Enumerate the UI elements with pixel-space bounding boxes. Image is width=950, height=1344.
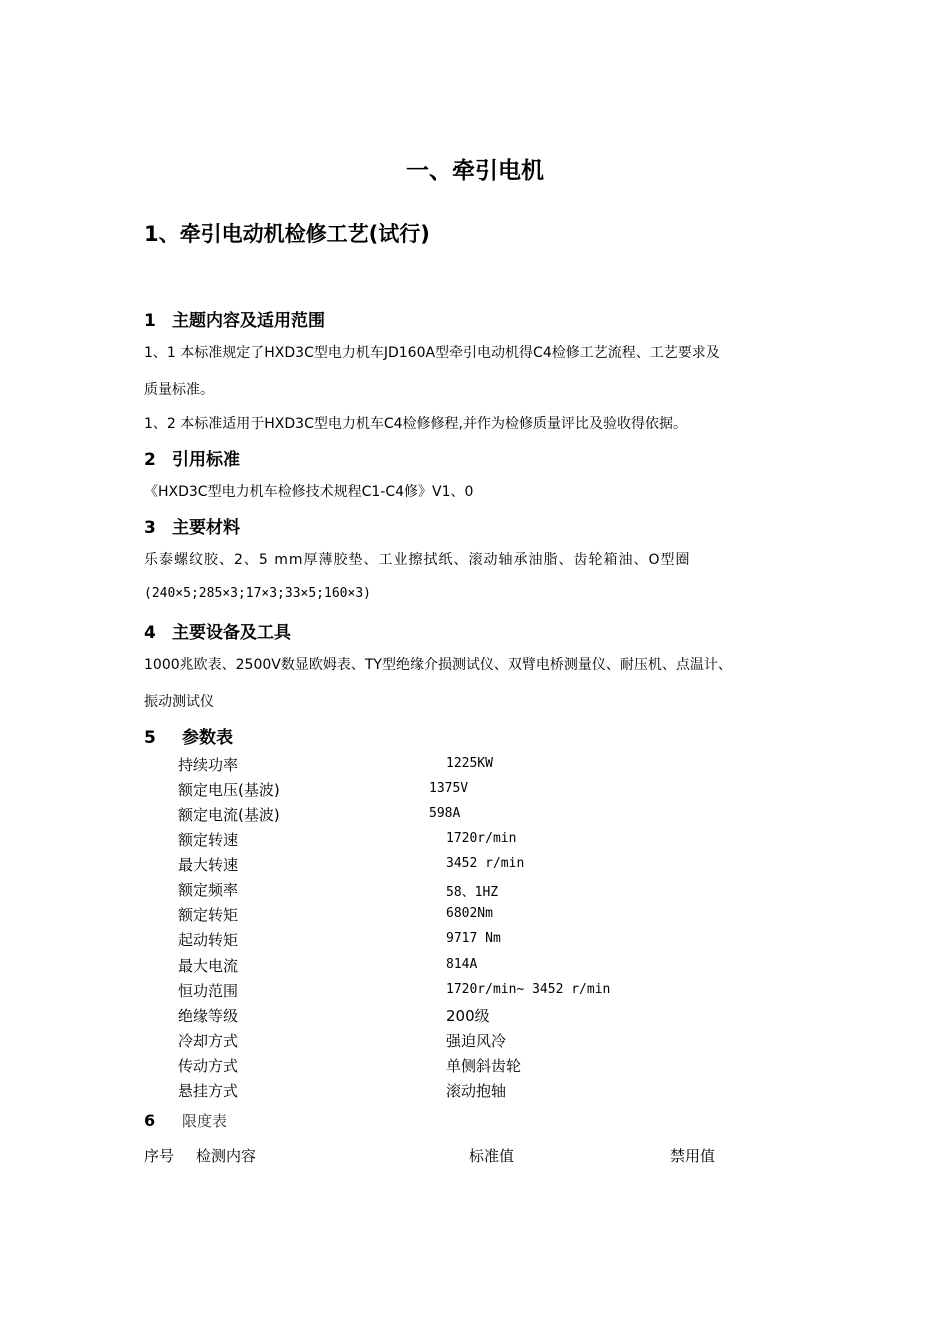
paragraph-line: 1、1 本标准规定了HXD3C型电力机车JD160A型牵引电动机得C4检修工艺流程、工艺要求及 [144, 345, 720, 361]
param-value: 3452 r/min [446, 856, 525, 871]
param-name: 冷却方式 [178, 1032, 239, 1050]
param-name: 额定电压(基波) [178, 781, 280, 799]
paragraph-line: 乐泰螺纹胶、2、5 mm厚薄胶垫、工业擦拭纸、滚动轴承油脂、齿轮箱油、O型圈 [144, 552, 691, 568]
section-number: 3 [144, 518, 156, 538]
paragraph-line: 1、2 本标准适用于HXD3C型电力机车C4检修修程,并作为检修质量评比及验收得依据。 [144, 416, 687, 432]
section-number: 1 [144, 311, 156, 331]
param-value: 1720r/min~ 3452 r/min [446, 982, 611, 997]
param-name: 额定转速 [178, 831, 239, 849]
section-title: 参数表 [182, 728, 233, 748]
param-name: 额定转矩 [178, 906, 239, 924]
table-header-cell: 序号 [144, 1147, 175, 1165]
section-subtitle: 1、牵引电动机检修工艺(试行) [144, 222, 430, 246]
param-name: 悬挂方式 [178, 1082, 239, 1100]
table-header-cell: 禁用值 [670, 1147, 716, 1165]
param-value: 滚动抱轴 [446, 1082, 507, 1100]
section-title: 主要材料 [172, 518, 240, 538]
table-header-cell: 检测内容 [196, 1147, 257, 1165]
param-name: 最大电流 [178, 957, 239, 975]
paragraph-line: 《HXD3C型电力机车检修技术规程C1-C4修》V1、0 [144, 484, 474, 500]
param-value: 强迫风冷 [446, 1032, 507, 1050]
table-header-cell: 标准值 [469, 1147, 515, 1165]
section-3-heading [144, 513, 240, 538]
param-name: 额定电流(基波) [178, 806, 280, 824]
section-title: 限度表 [182, 1112, 228, 1130]
param-name: 起动转矩 [178, 931, 239, 949]
param-value: 9717 Nm [446, 931, 501, 946]
param-value: 58、1HZ [446, 885, 499, 900]
section-2-heading [144, 445, 240, 470]
section-4-heading [144, 618, 291, 643]
section-5-heading [144, 723, 233, 748]
page-title: 一、牵引电机 [406, 158, 544, 184]
param-name: 持续功率 [178, 756, 239, 774]
param-name: 绝缘等级 [178, 1007, 239, 1025]
section-number: 6 [144, 1111, 156, 1130]
param-value: 200级 [446, 1007, 490, 1025]
param-value: 814A [446, 957, 478, 972]
param-name: 传动方式 [178, 1057, 239, 1075]
param-name: 最大转速 [178, 856, 239, 874]
paragraph-line: 1000兆欧表、2500V数显欧姆表、TY型绝缘介损测试仪、双臂电桥测量仪、耐压机、点温计、 [144, 657, 732, 673]
param-value: 6802Nm [446, 906, 493, 921]
section-number: 4 [144, 623, 156, 643]
paragraph-line: 质量标准。 [144, 382, 214, 398]
section-number: 2 [144, 450, 156, 470]
paragraph-line: (240×5;285×3;17×3;33×5;160×3) [144, 586, 371, 601]
param-value: 1720r/min [446, 831, 517, 846]
param-value: 1225KW [446, 756, 493, 771]
param-value: 1375V [429, 781, 469, 796]
section-title: 主要设备及工具 [172, 623, 291, 643]
section-1-heading [144, 306, 325, 331]
section-6-heading [144, 1110, 227, 1131]
paragraph-line: 振动测试仪 [144, 694, 214, 710]
param-name: 额定频率 [178, 881, 239, 899]
section-title: 引用标准 [172, 450, 240, 470]
param-value: 598A [429, 806, 461, 821]
section-title: 主题内容及适用范围 [172, 311, 325, 331]
section-number: 5 [144, 728, 156, 748]
param-name: 恒功范围 [178, 982, 239, 1000]
param-value: 单侧斜齿轮 [446, 1057, 522, 1075]
